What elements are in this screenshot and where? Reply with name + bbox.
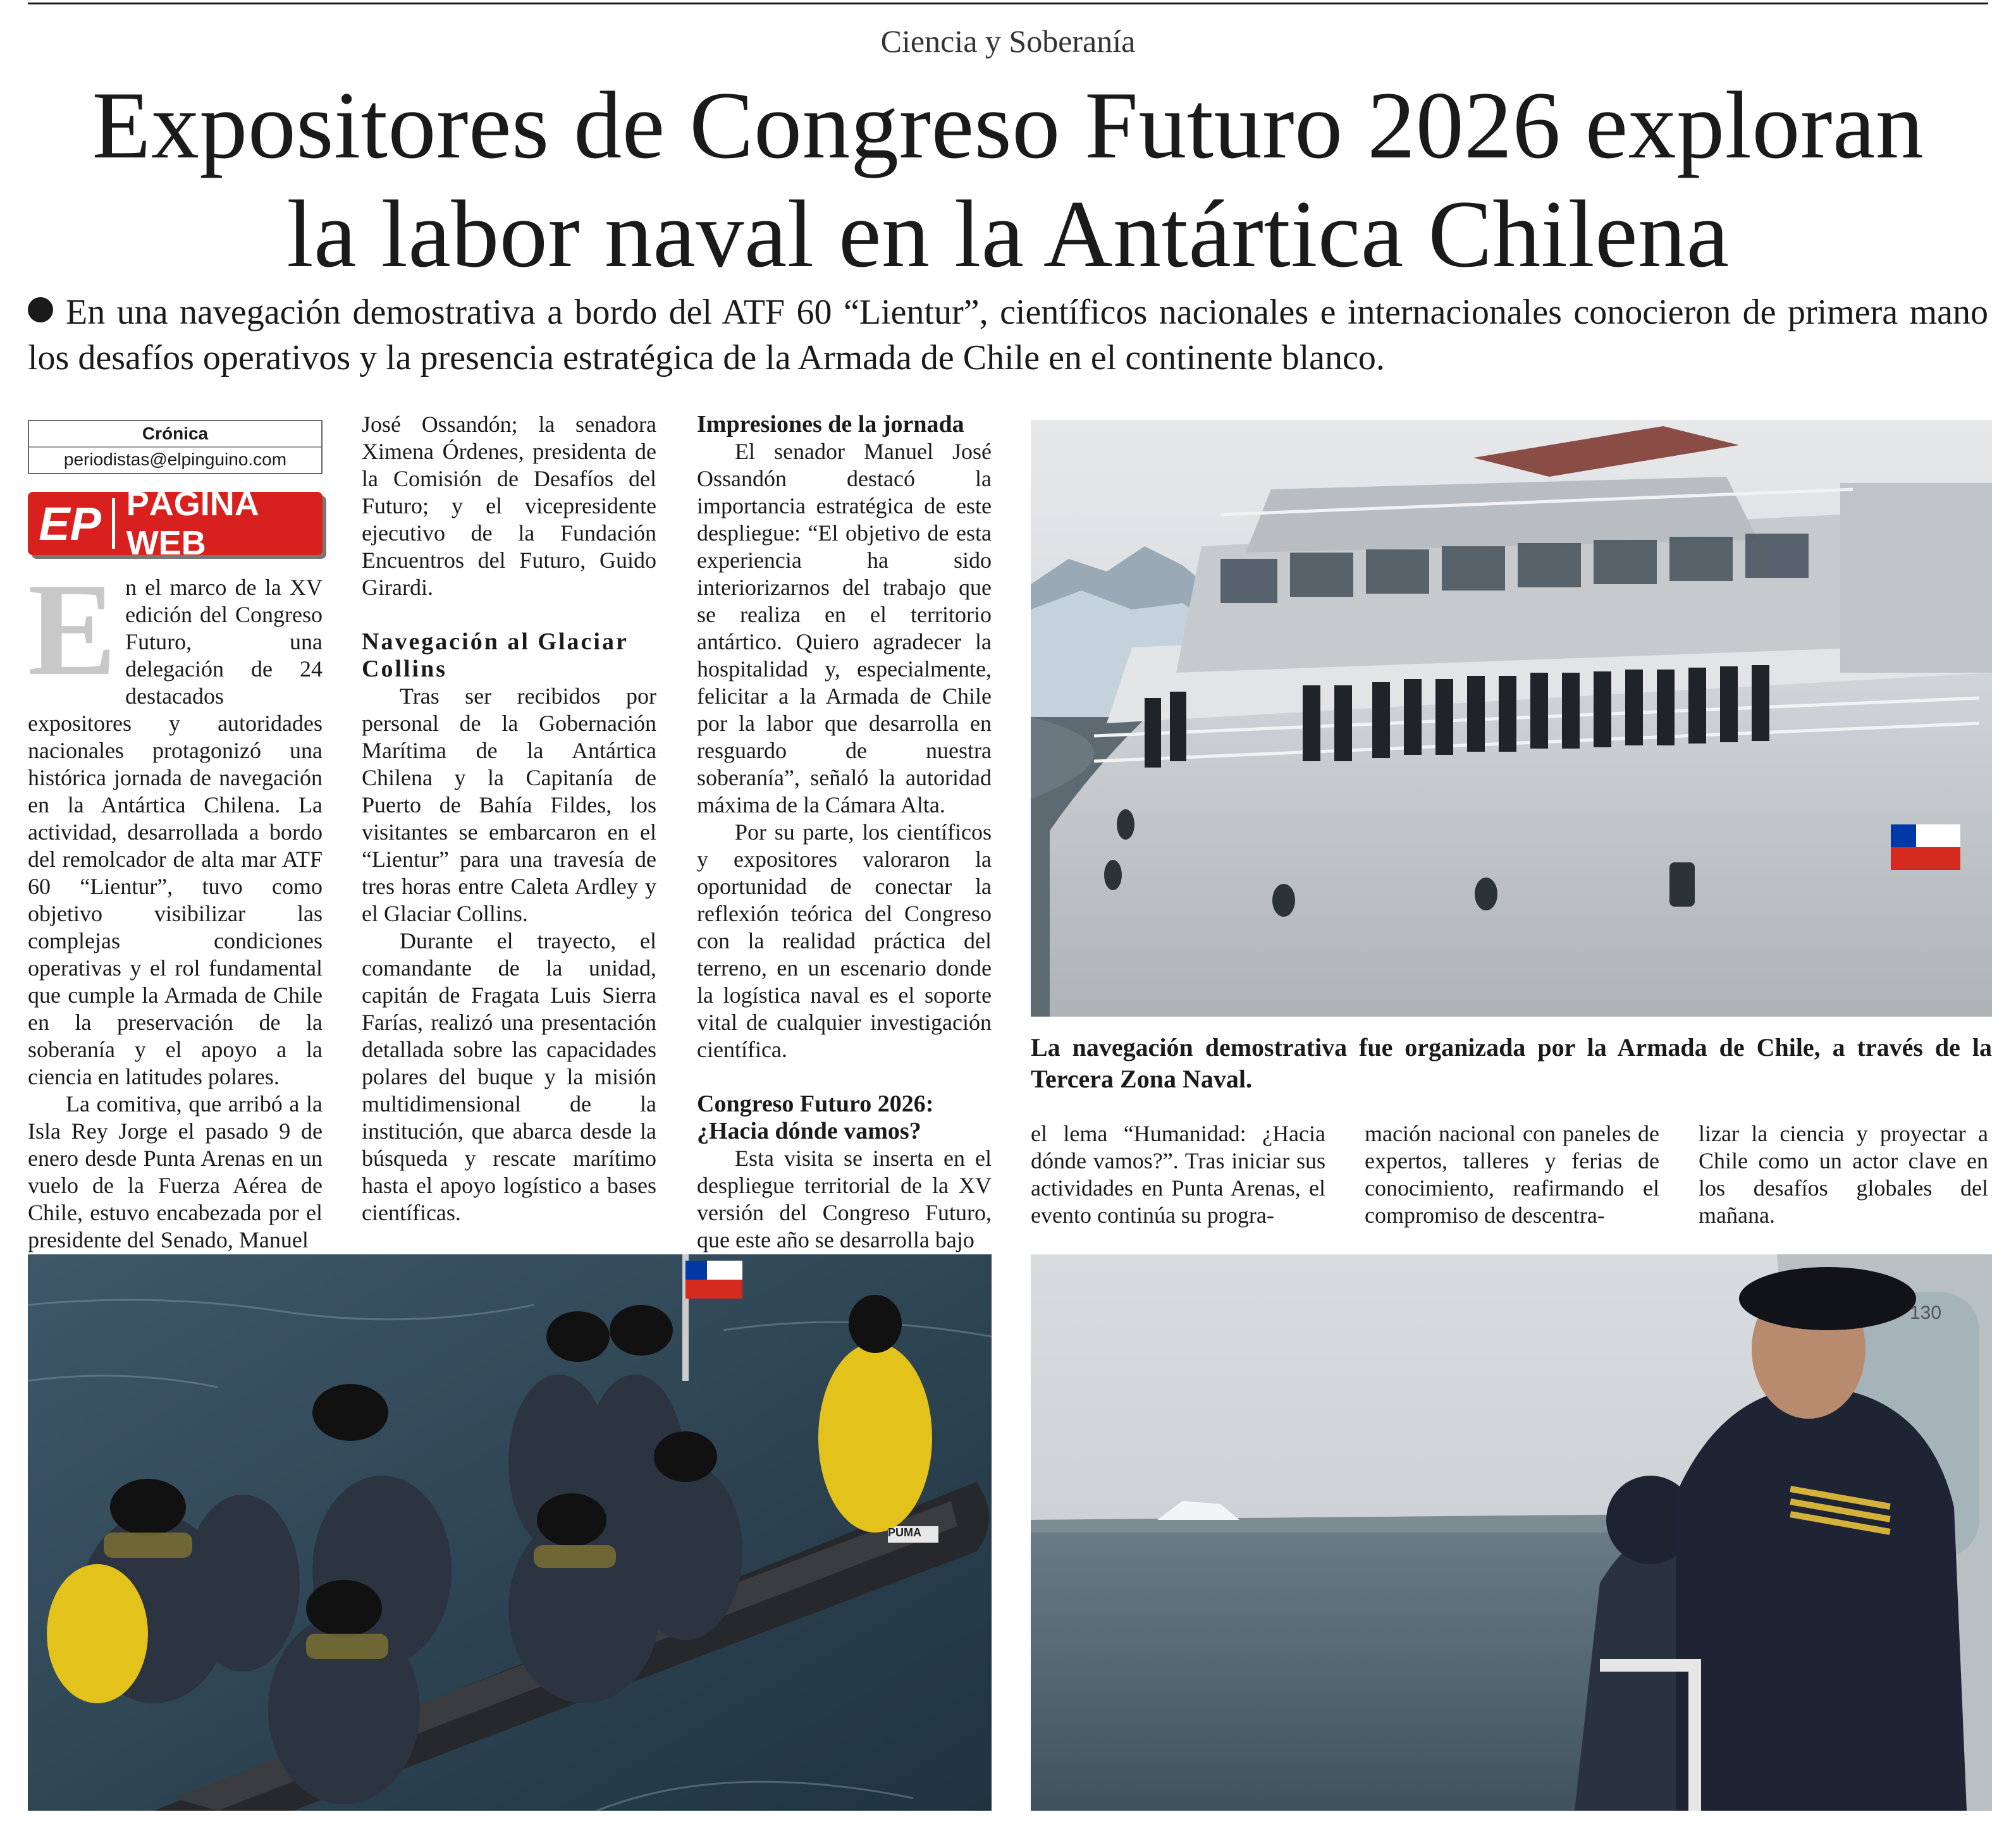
dropcap: E: [28, 556, 117, 703]
byline-section: Crónica: [142, 424, 209, 443]
web-badge[interactable]: [28, 485, 323, 562]
article-column-4: [1031, 1120, 1325, 1229]
web-badge-label: PÁGINA WEB: [126, 485, 258, 562]
ship-illustration: [1031, 420, 1992, 1017]
article-column-5: [1365, 1120, 1659, 1229]
byline-email[interactable]: periodistas@elpinguino.com: [29, 446, 321, 472]
top-rule: [28, 3, 1988, 4]
article-paragraph-2b: José Ossandón; la senadora Ximena Órdenes, presidenta de la Comisión de Desafíos del Futuro; y el vicepresidente ejecutivo de la Fundación Encuentros del Futuro, Guido Girardi.: [362, 412, 656, 600]
article-paragraph-7c: mación nacional con paneles de expertos, talleres y ferias de conocimiento, reafirmando el compromiso de descentra-: [1365, 1121, 1659, 1228]
officer-illustration: [1031, 1254, 1992, 1811]
article-paragraph-5: El senador Manuel José Ossandón destacó la importancia estratégica de este despliegue: “El objetivo de esta experiencia ha sido interiorizarnos del trabajo que se realiza en el territorio antártico. Quiero agradecer la hospitalidad y, especialmente, felicitar a la Armada de Chile por la labor que desarrolla en resguardo de nuestra soberanía”, señaló la autoridad máxima de la Cámara Alta.: [697, 439, 992, 817]
article-paragraph-7d: lizar la ciencia y proyectar a Chile como un actor clave en los desafíos globales del mañana.: [1699, 1121, 1988, 1228]
headline-line-2: la labor naval en la Antártica Chilena: [286, 181, 1730, 287]
photo-caption: La navegación demostrativa fue organizada por la Armada de Chile, a través de la Tercera Zona Naval.: [1031, 1033, 1992, 1093]
article-paragraph-1: n el marco de la XV edición del Congreso Futuro, una delegación de 24 destacados expositores y autoridades nacionales protagonizó una histórica jornada de navegación en la Antártica Chilena. La actividad, desarrollada a bordo del remolcador de alta mar ATF 60 “Lientur”, tuvo como objetivo visibilizar las complejas condiciones operativas y el rol fundamental que cumple la Armada de Chile en la preservación de la soberanía y el apoyo a la ciencia en latitudes polares.: [28, 575, 323, 1089]
article-paragraph-4: Durante el trayecto, el comandante de la unidad, capitán de Fragata Luis Sierra Farías, realizó una presentación detallada sobre las capacidades polares del buque y la misión multidimensional de la institución, que abarca desde la búsqueda y rescate marítimo hasta el apoyo logístico a bases científicas.: [362, 928, 656, 1225]
section-label: Ciencia y Soberanía: [880, 23, 1136, 59]
article-column-3: [697, 411, 992, 1254]
headline: [19, 71, 1997, 288]
photo-ship-deck: [1031, 420, 1992, 1017]
article-column-2: [362, 411, 656, 1227]
ep-logo: EP: [39, 497, 102, 550]
photo-officer-deck: [1031, 1254, 1992, 1811]
zodiac-illustration: [28, 1254, 992, 1811]
deck: [28, 290, 1988, 381]
hull-number-label: 130: [1910, 1302, 1942, 1323]
article-column-1: [28, 556, 323, 1254]
article-paragraph-2a: La comitiva, que arribó a la Isla Rey Jorge el pasado 9 de enero desde Punta Arenas en un vuelo de la Fuerza Aérea de Chile, estuvo encabezada por el presidente del Senado, Manuel: [28, 1091, 323, 1252]
bullet-icon: [28, 297, 53, 322]
article-column-6: [1699, 1120, 1988, 1229]
headline-line-1: Expositores de Congreso Futuro 2026 exploran: [92, 72, 1924, 178]
article-paragraph-7b: el lema “Humanidad: ¿Hacia dónde vamos?”. Tras iniciar sus actividades en Punta Arenas, el evento continúa su progra-: [1031, 1121, 1325, 1228]
article-paragraph-7a: Esta visita se inserta en el despliegue territorial de la XV versión del Congreso Futuro, que este año se desarrolla bajo: [697, 1146, 992, 1252]
subhead-navegacion: Navegación al Glaciar Collins: [362, 628, 629, 682]
boat-brand-label: PUMA: [888, 1526, 921, 1539]
deck-text: En una navegación demostrativa a bordo del ATF 60 “Lientur”, científicos nacionales e internacionales conocieron de primera mano los desafíos operativos y la presencia estratégica de la Armada de Chile en el continente blanco.: [28, 293, 1988, 377]
byline-box: [28, 420, 323, 474]
article-paragraph-6: Por su parte, los científicos y expositores valoraron la oportunidad de conectar la reflexión teórica del Congreso con la realidad práctica del terreno, en un escenario donde la logística naval es el soporte vital de cualquier investigación científica.: [697, 819, 992, 1062]
article-paragraph-3: Tras ser recibidos por personal de la Gobernación Marítima de la Antártica Chilena y la Capitanía de Puerto de Bahía Fildes, los visitantes se embarcaron en el “Lientur” para una travesía de tres horas entre Caleta Ardley y el Glaciar Collins.: [362, 683, 656, 926]
photo-zodiac-boat: [28, 1254, 992, 1811]
subhead-impresiones: Impresiones de la jornada: [697, 411, 964, 438]
subhead-congreso: Congreso Futuro 2026: ¿Hacia dónde vamos?: [697, 1091, 934, 1144]
